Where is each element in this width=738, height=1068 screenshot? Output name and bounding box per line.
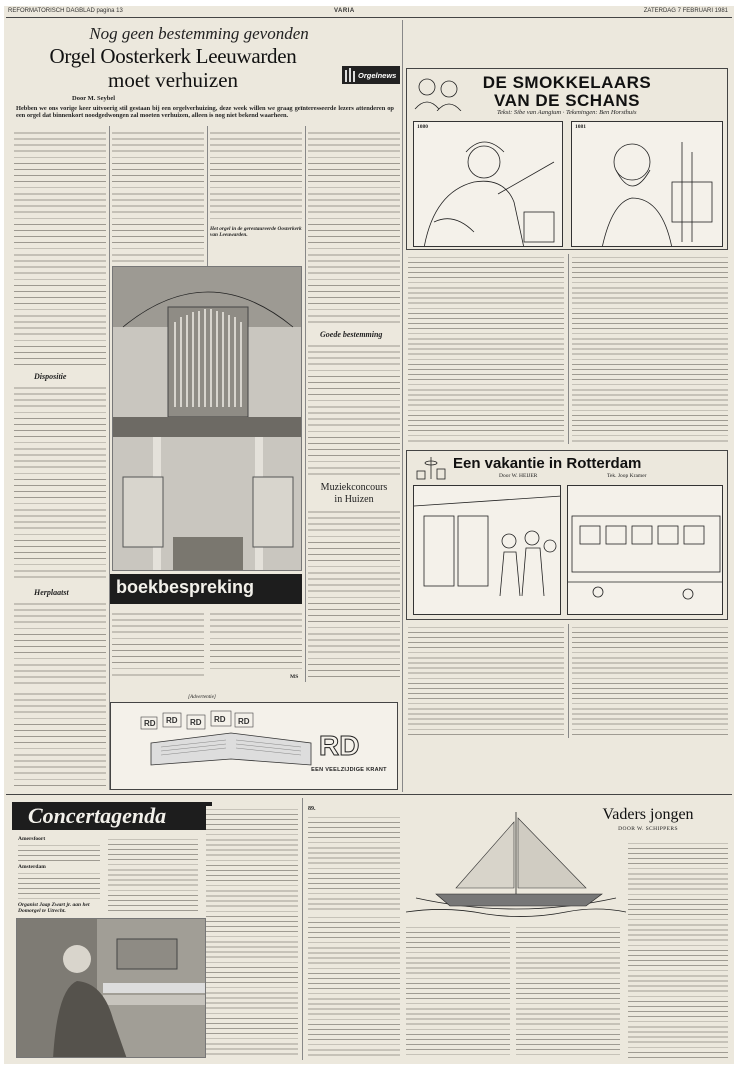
vaders-jongen-col-1a [308, 814, 400, 910]
serial-chapter-number: 89. [308, 806, 316, 812]
svg-text:RD: RD [319, 730, 360, 761]
photo-caption: Het orgel in de gerestaureerde Oosterkerk van Leeuwarden. [210, 226, 302, 238]
rd-advertisement[interactable] [110, 702, 398, 790]
comic-1-caption-1081 [572, 254, 728, 442]
train-platform-drawing [568, 486, 723, 615]
vaders-jongen-col-2 [406, 924, 510, 1058]
subheading-goede-bestemming: Goede bestemming [320, 330, 383, 339]
concert-city-amsterdam: Amsterdam [18, 864, 46, 870]
vaders-jongen-col-4 [628, 840, 728, 1058]
boekbespreking-text-col-1 [112, 610, 204, 678]
comic-characters-icon [409, 73, 469, 111]
boekbespreking-banner [110, 574, 302, 604]
vaders-jongen-col-3 [516, 924, 620, 1058]
comic-2-credit-left: Door W. HEIJER [499, 473, 538, 479]
comic-1-credit: Tekst: Sibe van Aangium · Tekeningen: Ben Horsthuis [497, 109, 637, 116]
comic-1-panel-2-number: 1081 [575, 124, 586, 130]
concert-title-line-2: in Huizen [334, 494, 374, 505]
comic-rotterdam [406, 450, 728, 620]
boekbespreking-text-col-2 [210, 610, 302, 672]
rotterdam-skyline-icon [413, 455, 449, 481]
comic-2-caption-right [572, 624, 728, 736]
article-text-col-1b [14, 384, 106, 582]
concert-city-amersfoort: Amersfoort [18, 836, 46, 842]
comic-1-title-line-1: DE SMOKKELAARS [482, 73, 652, 92]
svg-text:RD: RD [166, 716, 178, 725]
rd-newspaper-logo-illustration [111, 703, 399, 791]
advertisement-slogan: EEN VEELZIJDIGE KRANT [311, 767, 387, 773]
subheading-dispositie: Dispositie [34, 372, 67, 381]
svg-text:RD: RD [190, 718, 202, 727]
concertagenda-banner [12, 802, 212, 830]
svg-text:RD: RD [214, 715, 226, 724]
article-headline-line-1: Orgel Oosterkerk Leeuwarden [49, 44, 297, 68]
subheading-herplaatst: Herplaatst [34, 588, 69, 597]
svg-text:RD: RD [238, 717, 250, 726]
organ-photo [112, 266, 302, 571]
newspaper-page [4, 6, 734, 1064]
serial-byline: DOOR W. SCHIPPERS [618, 826, 678, 832]
comic-2-panel-2 [567, 485, 723, 615]
concert-entry-amsterdam [18, 870, 100, 900]
boekbespreking-signature: MS [290, 674, 299, 680]
article-text-col-4c [308, 508, 400, 680]
comic-1-caption-1080 [408, 254, 564, 442]
running-head-left: REFORMATORISCH DAGBLAD pagina 13 [8, 8, 123, 14]
comic-1-panel-1-number: 1080 [417, 124, 428, 130]
comic-1-panel-1 [413, 121, 563, 247]
organist-at-console-drawing [17, 919, 206, 1058]
svg-text:RD: RD [144, 719, 156, 728]
article-text-col-3 [210, 129, 302, 223]
article-kicker: Nog geen bestemming gevonden [89, 24, 309, 43]
advertentie-label: [Advertentie] [188, 694, 216, 700]
running-head-date: ZATERDAG 7 FEBRUARI 1981 [643, 8, 728, 14]
concert-entry-amersfoort [18, 842, 100, 862]
comic-2-panel-1 [413, 485, 561, 615]
article-text-col-4a [308, 129, 400, 327]
boekbespreking-title: boekbespreking [116, 577, 255, 597]
train-station-crowd-drawing [414, 486, 561, 615]
comic-smokkelaars [406, 68, 728, 250]
article-lead: Hebben we ons vorige keer uitvoerig stil gestaan bij een orgelverhuizing, deze week willen we graag geïnteresseerde lezers attenderen op een orgel dat binnenkort noodgedwongen zal moeten verhuizen, alleen is nog niet bekend waarheen. [16, 105, 394, 120]
bearded-man-drawing [572, 122, 723, 247]
comic-1-panel-2 [571, 121, 723, 247]
concertagenda-col-3 [206, 806, 298, 1056]
concert-title-line-1: Muziekconcours [320, 482, 388, 493]
comic-2-caption-left [408, 624, 564, 736]
article-text-col-2 [112, 129, 204, 264]
orgelnews-logo-text: Orgelnews [358, 71, 397, 80]
concertagenda-col-2 [108, 836, 198, 912]
orgelnews-logo [342, 62, 400, 88]
article-headline-line-2: moet verhuizen [107, 68, 239, 92]
organist-photo [16, 918, 206, 1058]
vaders-jongen-col-1b [308, 914, 400, 1058]
running-head-section: VARIA [334, 8, 355, 14]
organ-loft-illustration [113, 267, 302, 571]
comic-1-title-line-2: VAN DE SCHANS [494, 91, 640, 110]
concertagenda-title: Concertagenda [28, 803, 167, 828]
article-text-col-1d [14, 690, 106, 786]
article-text-col-1a [14, 129, 106, 369]
article-text-col-4b [308, 342, 400, 476]
smuggler-drawing [414, 122, 563, 247]
article-byline: Door M. Seybel [72, 95, 116, 102]
comic-2-credit-right: Tek. Joop Kramer [607, 473, 647, 479]
serial-title: Vaders jongen [602, 806, 694, 823]
comic-2-title: Een vakantie in Rotterdam [453, 455, 642, 472]
concert-photo-note: Organist Jaap Zwart jr. aan het Domorgel te Utrecht. [18, 902, 90, 915]
article-text-col-1c [14, 600, 106, 684]
